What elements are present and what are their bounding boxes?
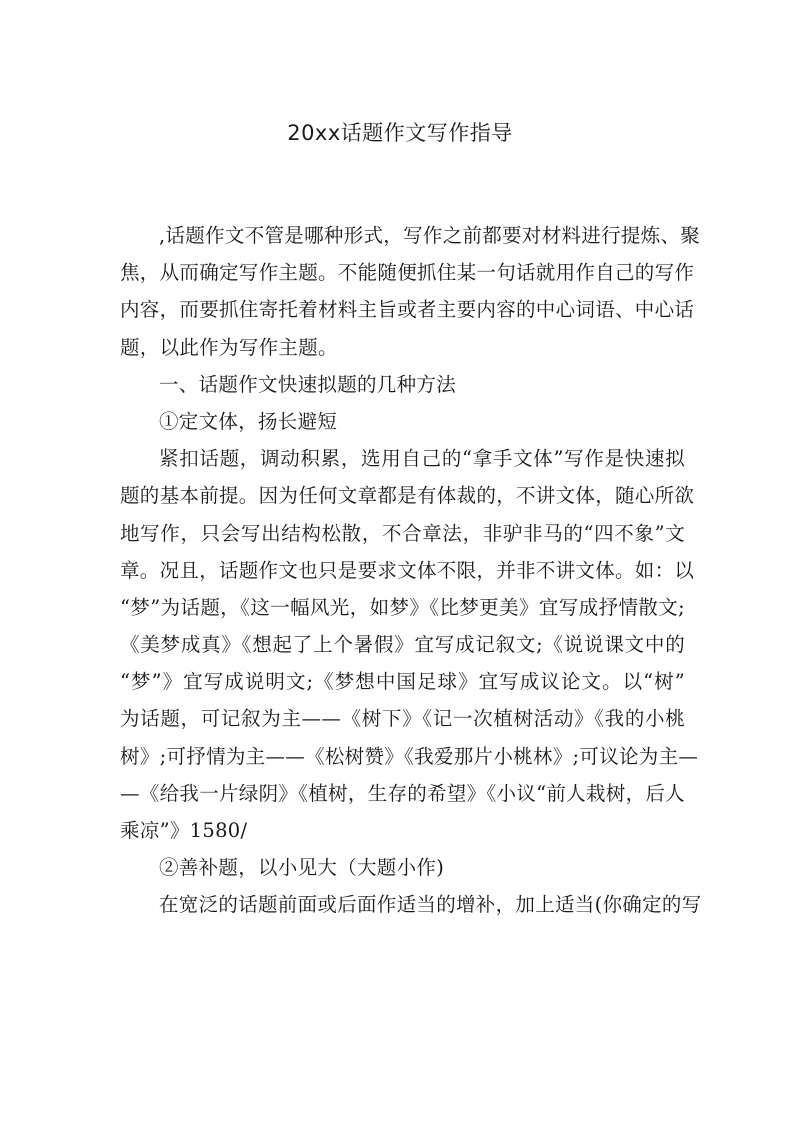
- paragraph-line: 《美梦成真》《想起了上个暑假》宜写成记叙文;《说说课文中的: [120, 633, 685, 657]
- paragraph-line: —《给我一片绿阴》《植树，生存的希望》《小议“前人栽树，后人: [120, 781, 685, 805]
- paragraph-line: “梦”》宜写成说明文;《梦想中国足球》宜写成议论文。以“树”: [120, 670, 685, 694]
- paragraph-line: 题，以此作为写作主题。: [120, 335, 338, 359]
- paragraph-line: 题的基本前提。因为任何文章都是有体裁的，不讲文体，随心所欲: [120, 484, 695, 508]
- subsection-heading: ②善补题，以小见大（大题小作): [159, 856, 445, 880]
- paragraph-line: ,话题作文不管是哪种形式，写作之前都要对材料进行提炼、聚: [159, 224, 701, 247]
- paragraph-line: 章。况且，话题作文也只是要求文体不限，并非不讲文体。如：以: [120, 558, 695, 582]
- paragraph-line: 树》;可抒情为主——《松树赞》《我爱那片小桃林》;可议论为主—: [120, 744, 699, 768]
- paragraph-line: 在宽泛的话题前面或后面作适当的增补，加上适当(你确定的写: [159, 893, 702, 917]
- document-body: [120, 217, 702, 924]
- paragraph-line: 乘凉”》1580/: [120, 819, 248, 842]
- paragraph-line: “梦”为话题，《这一幅风光，如梦》《比梦更美》宜写成抒情散文;: [120, 595, 685, 619]
- paragraph-line: 紧扣话题，调动积累，选用自己的“拿手文体”写作是快速拟: [159, 447, 685, 471]
- document-title: 20xx话题作文写作指导: [287, 121, 513, 145]
- subsection-heading: ①定文体，扬长避短: [159, 409, 338, 433]
- paragraph-line: 为话题，可记叙为主——《树下》《记一次植树活动》《我的小桃: [120, 707, 685, 731]
- paragraph-line: 焦，从而确定写作主题。不能随便抓住某一句话就用作自己的写作: [120, 261, 695, 285]
- section-heading: 一、话题作文快速拟题的几种方法: [159, 372, 457, 396]
- paragraph-line: 地写作，只会写出结构松散，不合章法，非驴非马的“四不象”文: [120, 521, 685, 545]
- paragraph-line: 内容，而要抓住寄托着材料主旨或者主要内容的中心词语、中心话: [120, 298, 695, 322]
